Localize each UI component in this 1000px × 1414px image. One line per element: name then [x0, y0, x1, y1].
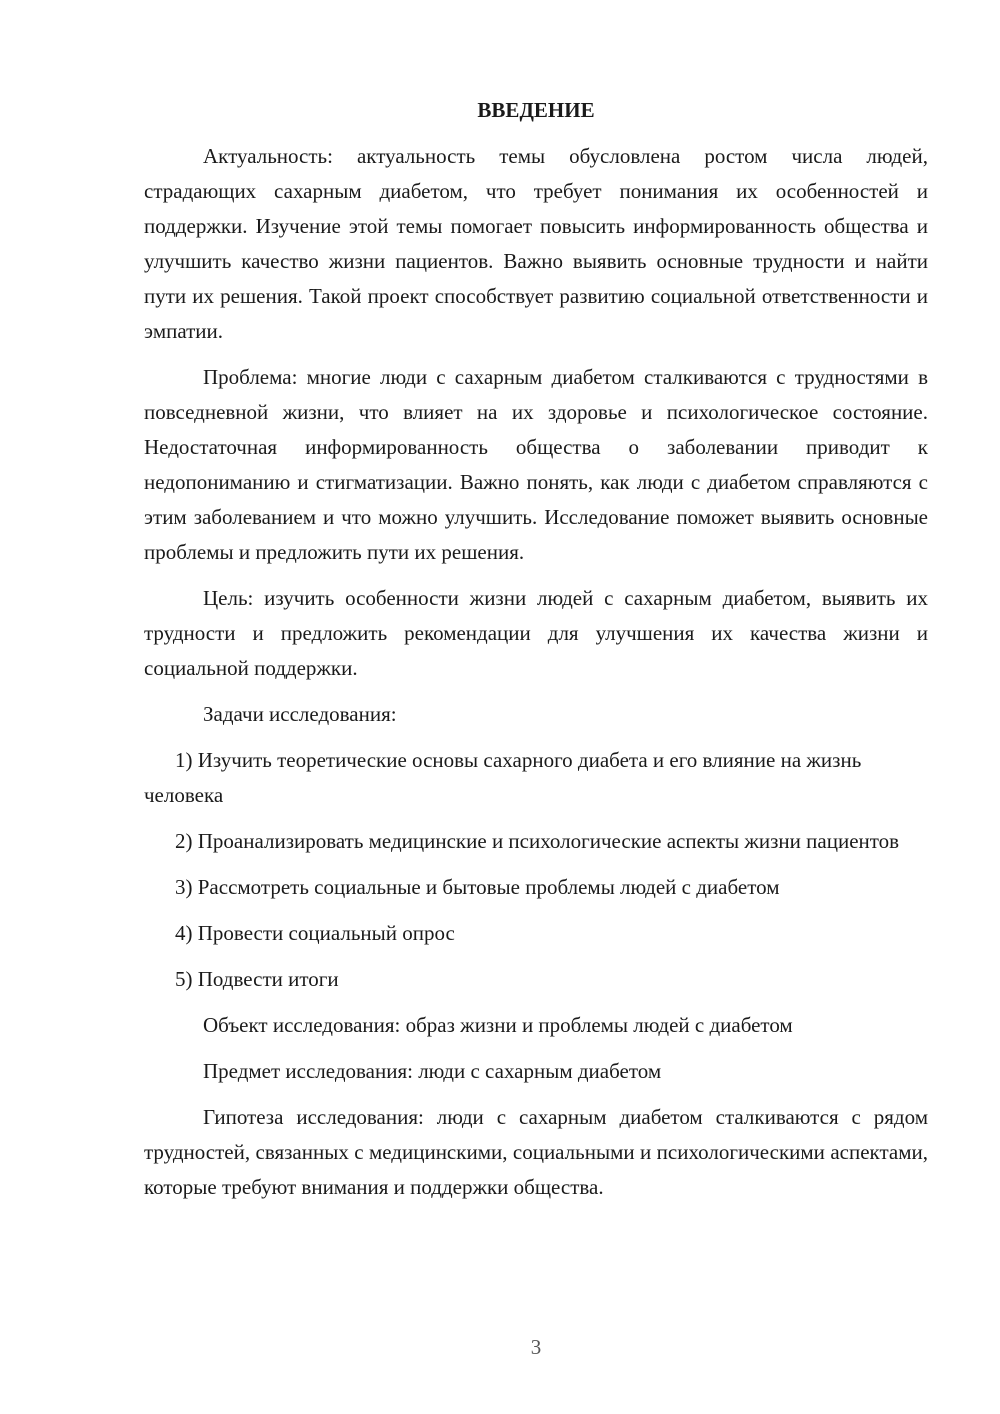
paragraph-subject: Предмет исследования: люди с сахарным диабетом	[203, 1059, 662, 1083]
paragraph-relevance: Актуальность: актуальность темы обусловлена ростом числа людей, страдающих сахарным диабетом, что требует понимания их особенностей и поддержки. Изучение этой темы помогает повысить информированность общества и улучшить качество жизни пациентов. Важно выявить основные трудности и найти пути их решения. Такой проект способствует развитию социальной ответственности и эмпатии.	[144, 144, 928, 343]
paragraph-object: Объект исследования: образ жизни и проблемы людей с диабетом	[203, 1013, 793, 1037]
page-title: ВВЕДЕНИЕ	[477, 98, 595, 122]
paragraph-problem: Проблема: многие люди с сахарным диабетом сталкиваются с трудностями в повседневной жизни, что влияет на их здоровье и психологическое состояние. Недостаточная информированность общества о заболевании приводит к недопониманию и стигматизации. Важно понять, как люди с диабетом справляются с этим заболеванием и что можно улучшить. Исследование поможет выявить основные проблемы и предложить пути их решения.	[144, 365, 928, 564]
task-list-item-5: 5) Подвести итоги	[175, 967, 339, 991]
task-list-item-2: 2) Проанализировать медицинские и психологические аспекты жизни пациентов	[175, 829, 900, 853]
task-list-item-3: 3) Рассмотреть социальные и бытовые проблемы людей с диабетом	[175, 875, 780, 899]
paragraph-hypothesis: Гипотеза исследования: люди с сахарным диабетом сталкиваются с рядом трудностей, связанных с медицинскими, социальными и психологическими аспектами, которые требуют внимания и поддержки общества.	[144, 1105, 928, 1199]
paragraph-goal: Цель: изучить особенности жизни людей с сахарным диабетом, выявить их трудности и предложить рекомендации для улучшения их качества жизни и социальной поддержки.	[144, 586, 928, 680]
task-list-item-1: 1) Изучить теоретические основы сахарного диабета и его влияние на жизнь человека	[144, 748, 862, 807]
page-number: 3	[530, 1335, 542, 1359]
paragraph-tasks-title: Задачи исследования:	[203, 702, 397, 726]
page-content	[144, 93, 928, 1205]
task-list-item-4: 4) Провести социальный опрос	[175, 921, 455, 945]
